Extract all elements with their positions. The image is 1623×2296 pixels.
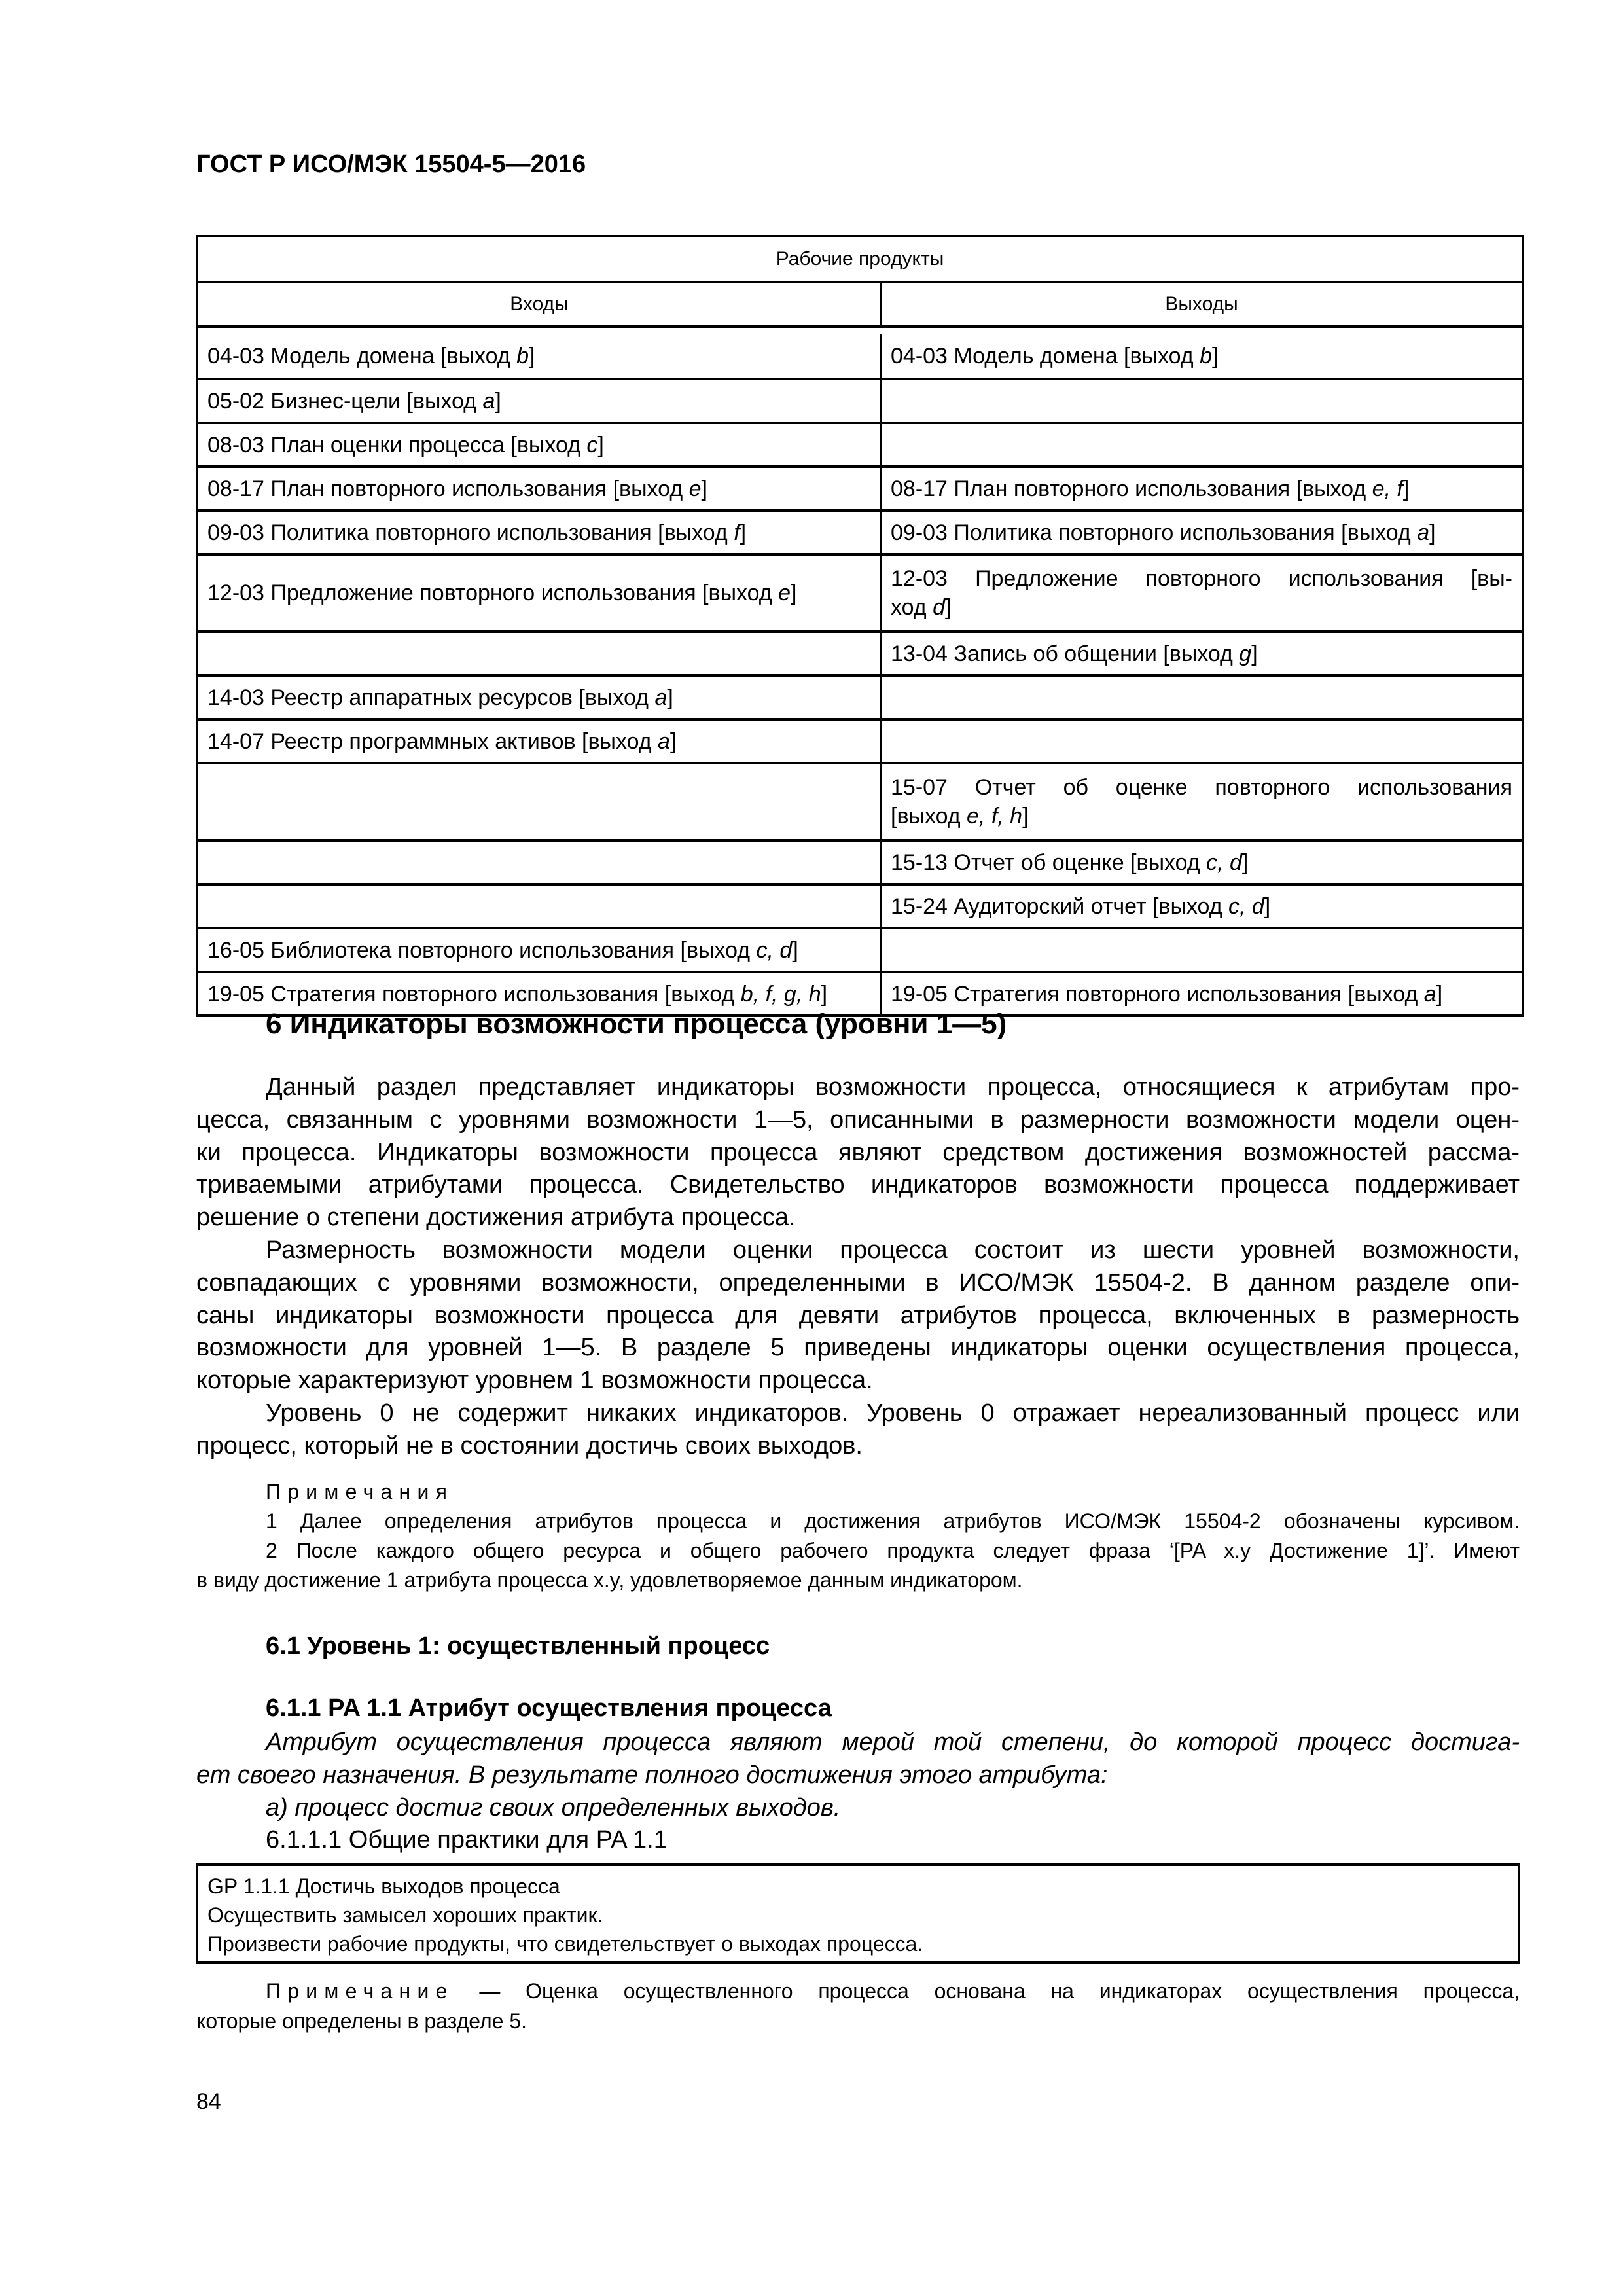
generic-practice-box	[196, 1863, 1520, 1964]
cell-line	[891, 980, 1512, 1009]
cell-line	[207, 727, 871, 756]
cell-line	[891, 518, 1512, 547]
cell-text: ]	[1402, 476, 1410, 501]
cell-text: b, f, g, h	[740, 981, 821, 1007]
output-cell	[882, 556, 1522, 630]
final-note-label: Примечание	[266, 1979, 454, 2003]
final-note-text: — Оценка осуществленного процесса основана на индикаторах осуществления процесса,	[479, 1979, 1520, 2003]
cell-line	[207, 936, 871, 965]
cell-text: [выход	[891, 804, 967, 829]
output-cell	[882, 886, 1522, 927]
table-row	[198, 883, 1522, 927]
cell-text: a	[1417, 520, 1430, 545]
table-row	[198, 553, 1522, 630]
table-row	[198, 378, 1522, 422]
cell-text: 04-03 Модель домена [выход	[207, 343, 517, 368]
paragraph-line: процесс, который не в состоянии достичь своих выходов.	[196, 1431, 863, 1460]
practice-line: Произвести рабочие продукты, что свидетельствует о выходах процесса.	[207, 1932, 923, 1956]
header-separator	[198, 325, 1522, 334]
table-row	[198, 927, 1522, 971]
cell-text: ]	[1264, 893, 1271, 919]
cell-text: ход	[891, 595, 933, 620]
cell-text: ]	[667, 685, 673, 710]
page-number: 84	[196, 2089, 221, 2114]
cell-text: 16-05 Библиотека повторного использования [выход	[207, 937, 757, 963]
input-cell	[198, 556, 882, 630]
input-cell	[198, 929, 882, 971]
practice-line: Осуществить замысел хороших практик.	[207, 1903, 603, 1927]
cell-line	[891, 564, 1512, 593]
table-row	[198, 422, 1522, 465]
section-6-1-heading: 6.1 Уровень 1: осуществленный процесс	[266, 1632, 770, 1660]
cell-text: 15-07 Отчет об оценке повторного использования	[891, 775, 1512, 800]
document-header: ГОСТ Р ИСО/МЭК 15504-5—2016	[196, 151, 586, 178]
cell-line	[891, 639, 1512, 668]
paragraph-line: которые характеризуют уровнем 1 возможности процесса.	[196, 1367, 873, 1395]
cell-text: ]	[821, 981, 828, 1007]
output-cell	[882, 764, 1522, 839]
paragraph-line: Размерность возможности модели оценки процесса состоит из шести уровней возможности,	[266, 1236, 1520, 1264]
cell-line	[891, 848, 1512, 877]
cell-text: ]	[792, 937, 798, 963]
paragraph-line: решение о степени достижения атрибута процесса.	[196, 1204, 796, 1232]
input-cell	[198, 512, 882, 553]
table-title-row	[198, 237, 1522, 281]
cell-text: c	[586, 432, 598, 457]
paragraph-line: триваемыми атрибутами процесса. Свидетельство индикаторов возможности процесса поддерживает	[196, 1171, 1520, 1199]
table-title: Рабочие продукты	[776, 247, 944, 270]
final-note-line	[196, 1976, 1520, 2006]
cell-text: ]	[529, 343, 535, 368]
input-cell	[198, 721, 882, 762]
practices-heading: 6.1.1.1 Общие практики для PA 1.1	[266, 1826, 668, 1854]
input-cell	[198, 334, 882, 378]
paragraph-line: Уровень 0 не содержит никаких индикаторов. Уровень 0 отражает нереализованный процесс или	[266, 1399, 1520, 1427]
cell-line	[891, 342, 1512, 370]
cell-text: d	[933, 595, 945, 620]
cell-line	[207, 980, 871, 1009]
input-cell	[198, 380, 882, 422]
cell-text: 19-05 Стратегия повторного использования [выход	[207, 981, 741, 1007]
cell-text: ]	[1241, 850, 1249, 875]
cell-text: 14-03 Реестр аппаратных ресурсов [выход	[207, 685, 655, 710]
cell-text: ]	[740, 520, 747, 545]
paragraph-line: Данный раздел представляет индикаторы возможности процесса, относящиеся к атрибутам про-	[266, 1073, 1520, 1101]
cell-line	[207, 431, 871, 459]
outcome-item: a) процесс достиг своих определенных выходов.	[266, 1793, 841, 1821]
cell-text: e	[778, 581, 791, 605]
table-row	[198, 762, 1522, 839]
table-row	[198, 674, 1522, 718]
input-cell	[198, 424, 882, 465]
cell-line	[891, 892, 1512, 921]
cell-text: e, f, h	[967, 804, 1023, 829]
table-body	[198, 334, 1522, 1014]
output-cell	[882, 424, 1522, 465]
output-cell	[882, 334, 1522, 378]
cell-line	[891, 773, 1512, 802]
cell-text: a	[654, 685, 668, 710]
column-header-inputs: Входы	[198, 283, 882, 325]
definition-line: Атрибут осуществления процесса являют мерой той степени, до которой процесс достига-	[266, 1729, 1520, 1756]
cell-text: ]	[1212, 343, 1219, 368]
input-cell	[198, 886, 882, 927]
cell-text: 09-03 Политика повторного использования [выход	[891, 520, 1418, 545]
output-cell	[882, 677, 1522, 718]
input-cell	[198, 842, 882, 883]
cell-text: c, d	[756, 937, 793, 963]
cell-text: 15-24 Аудиторский отчет [выход	[891, 893, 1228, 919]
cell-text: 08-17 План повторного использования [выход	[891, 476, 1372, 501]
output-cell	[882, 929, 1522, 971]
cell-text: 08-03 План оценки процесса [выход	[207, 432, 587, 457]
cell-text: g	[1239, 641, 1252, 666]
cell-line	[207, 579, 871, 607]
table-row	[198, 465, 1522, 509]
cell-text: ]	[495, 388, 501, 414]
cell-text: ]	[1436, 981, 1443, 1007]
section-6-1-1-heading: 6.1.1 PA 1.1 Атрибут осуществления процесса	[266, 1695, 832, 1722]
output-cell	[882, 721, 1522, 762]
table-row	[198, 839, 1522, 883]
column-header-outputs: Выходы	[1165, 293, 1238, 315]
output-cell	[882, 468, 1522, 509]
cell-text: 04-03 Модель домена [выход	[891, 343, 1200, 368]
cell-line	[207, 387, 871, 416]
cell-text: c, d	[1228, 893, 1264, 919]
input-cell	[198, 764, 882, 839]
input-cell	[198, 633, 882, 674]
note-line: 2 После каждого общего ресурса и общего рабочего продукта следует фраза ‘[PA x.y Достижение 1]’. Имеют	[266, 1539, 1520, 1562]
practice-title: GP 1.1.1 Достичь выходов процесса	[207, 1874, 560, 1898]
table-header-row	[198, 281, 1522, 325]
paragraph-line: цесса, связанным с уровнями возможности 1—5, описанными в размерности возможности модели оцен-	[196, 1105, 1520, 1134]
cell-text: e	[688, 476, 702, 501]
cell-line	[891, 475, 1512, 503]
cell-text: ]	[1429, 520, 1436, 545]
table-row	[198, 509, 1522, 553]
cell-line	[207, 518, 871, 547]
cell-text: ]	[945, 595, 952, 620]
final-note	[196, 1976, 1520, 2036]
input-cell	[198, 677, 882, 718]
cell-line	[207, 342, 871, 370]
cell-text: 15-13 Отчет об оценке [выход	[891, 850, 1207, 875]
output-cell	[882, 512, 1522, 553]
paragraph-line: совпадающих с уровнями возможности, определенными в ИСО/МЭК 15504-2. В данном разделе опи-	[196, 1268, 1520, 1297]
cell-line	[891, 593, 1512, 622]
output-cell	[882, 842, 1522, 883]
output-cell	[882, 380, 1522, 422]
output-cell	[882, 633, 1522, 674]
section-6-notes	[196, 1477, 1520, 1595]
cell-text: 12-03 Предложение повторного использования [вы-	[891, 566, 1512, 591]
definition-line: ет своего назначения. В результате полного достижения этого атрибута:	[196, 1761, 1108, 1789]
table-row	[198, 630, 1522, 674]
table-row	[198, 718, 1522, 762]
cell-text: ]	[1251, 641, 1258, 666]
cell-text: ]	[669, 728, 677, 754]
cell-text: e, f	[1372, 476, 1403, 501]
cell-text: b	[1200, 343, 1212, 368]
paragraph-line: ки процесса. Индикаторы возможности процесса являют средством достижения возможностей рассма-	[196, 1138, 1520, 1166]
cell-text: b	[516, 343, 529, 368]
cell-text: a	[658, 728, 670, 754]
cell-line	[207, 683, 871, 712]
final-note-line: которые определены в разделе 5.	[196, 2009, 527, 2033]
paragraph-line: возможности для уровней 1—5. В разделе 5 приведены индикаторы оценки осуществления процесса,	[196, 1334, 1520, 1362]
cell-text: 12-03 Предложение повторного использования [выход	[207, 581, 779, 605]
cell-text: f	[734, 520, 740, 545]
cell-text: 19-05 Стратегия повторного использования [выход	[891, 981, 1424, 1007]
note-line: 1 Далее определения атрибутов процесса и достижения атрибутов ИСО/МЭК 15504-2 обозначены курсивом.	[266, 1509, 1520, 1533]
section-6-1-1-body	[196, 1727, 1520, 1857]
cell-text: 08-17 План повторного использования [выход	[207, 476, 689, 501]
cell-text: a	[482, 388, 495, 414]
cell-text: c, d	[1206, 850, 1242, 875]
cell-text: ]	[701, 476, 707, 501]
table-row	[198, 334, 1522, 378]
cell-text: 14-07 Реестр программных активов [выход	[207, 728, 658, 754]
cell-text: 05-02 Бизнес-цели [выход	[207, 388, 483, 414]
work-products-table	[196, 235, 1524, 1017]
cell-text: 09-03 Политика повторного использования [выход	[207, 520, 734, 545]
section-6-body	[196, 1071, 1520, 1463]
notes-label: Примечания	[266, 1480, 454, 1503]
cell-text: 13-04 Запись об общении [выход	[891, 641, 1240, 666]
section-6-heading: 6 Индикаторы возможности процесса (уровни 1—5)	[266, 1008, 1007, 1040]
cell-text: ]	[791, 581, 797, 605]
cell-text: a	[1423, 981, 1436, 1007]
note-line: в виду достижение 1 атрибута процесса x.y, удовлетворяемое данным индикатором.	[196, 1568, 1023, 1592]
cell-line	[891, 802, 1512, 831]
cell-line	[207, 475, 871, 503]
cell-text: ]	[597, 432, 604, 457]
cell-text: ]	[1022, 804, 1029, 829]
paragraph-line: саны индикаторы возможности процесса для девяти атрибутов процесса, включенных в размерность	[196, 1301, 1520, 1329]
input-cell	[198, 468, 882, 509]
